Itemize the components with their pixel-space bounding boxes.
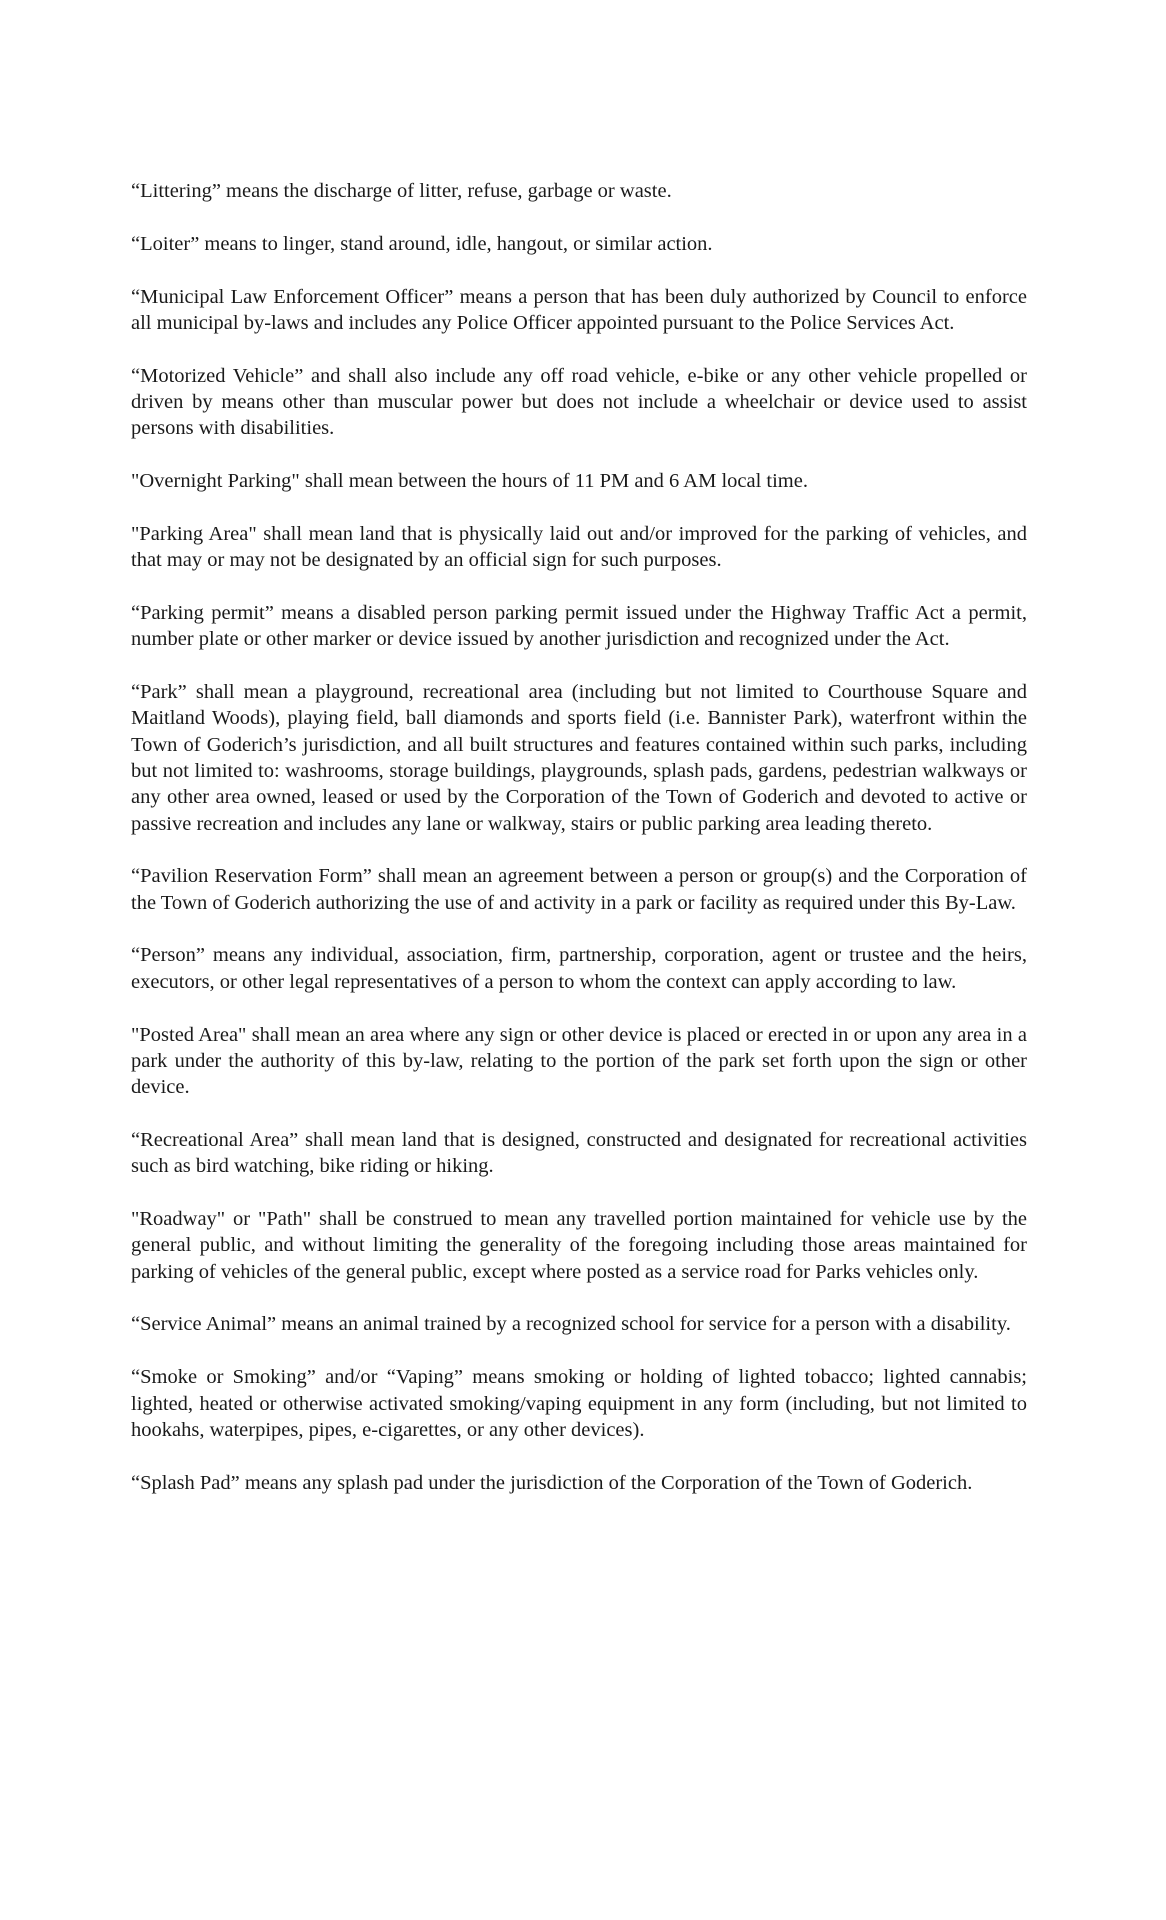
definition-pavilion-reservation-form: “Pavilion Reservation Form” shall mean an agreement between a person or group(s) and the Corporation of the Town of Goderich authorizing the use of and activity in a park or facility as required under this By-Law.	[131, 865, 1027, 914]
definition-splash-pad: “Splash Pad” means any splash pad under the jurisdiction of the Corporation of the Town of Goderich.	[131, 1471, 973, 1494]
definition-service-animal: “Service Animal” means an animal trained by a recognized school for service for a person with a disability.	[131, 1313, 1011, 1336]
definition-littering: “Littering” means the discharge of litter, refuse, garbage or waste.	[131, 180, 672, 202]
definition-person: “Person” means any individual, association, firm, partnership, corporation, agent or trustee and the heirs, executors, or other legal representatives of a person to whom the context can apply according to law.	[131, 944, 1027, 993]
definition-motorized-vehicle: “Motorized Vehicle” and shall also include any off road vehicle, e-bike or any other vehicle propelled or driven by means other than muscular power but does not include a wheelchair or device used to assist persons with disabilities.	[131, 364, 1027, 440]
definition-smoking-vaping: “Smoke or Smoking” and/or “Vaping” means smoking or holding of lighted tobacco; lighted cannabis; lighted, heated or otherwise activated smoking/vaping equipment in any form (including, but not limited to hookahs, waterpipes, pipes, e-cigarettes, or any other devices).	[131, 1366, 1027, 1441]
definition-parking-permit: “Parking permit” means a disabled person parking permit issued under the Highway Traffic Act a permit, number plate or other marker or device issued by another jurisdiction and recognized under the Act.	[131, 601, 1027, 651]
definition-loiter: “Loiter” means to linger, stand around, idle, hangout, or similar action.	[131, 232, 713, 255]
definition-recreational-area: “Recreational Area” shall mean land that is designed, constructed and designated for recreational activities such as bird watching, bike riding or hiking.	[131, 1128, 1027, 1178]
definition-park: “Park” shall mean a playground, recreational area (including but not limited to Courthouse Square and Maitland Woods), playing field, ball diamonds and sports field (i.e. Bannister Park), waterfront within the Town of Goderich’s jurisdiction, and all built structures and features contained within such parks, including but not limited to: washrooms, storage buildings, playgrounds, splash pads, gardens, pedestrian walkways or any other area owned, leased or used by the Corporation of the Town of Goderich and devoted to active or passive recreation and includes any lane or walkway, stairs or public parking area leading thereto.	[131, 681, 1027, 835]
definition-parking-area: "Parking Area" shall mean land that is physically laid out and/or improved for the parking of vehicles, and that may or may not be designated by an official sign for such purposes.	[131, 522, 1027, 572]
definition-municipal-law-enforcement-officer: “Municipal Law Enforcement Officer” means a person that has been duly authorized by Council to enforce all municipal by-laws and includes any Police Officer appointed pursuant to the Police Services Act.	[131, 285, 1027, 334]
definition-roadway-path: "Roadway" or "Path" shall be construed to mean any travelled portion maintained for vehicle use by the general public, and without limiting the generality of the foregoing including those areas maintained for parking of vehicles of the general public, except where posted as a service road for Parks vehicles only.	[131, 1208, 1027, 1283]
definition-posted-area: "Posted Area" shall mean an area where any sign or other device is placed or erected in or upon any area in a park under the authority of this by-law, relating to the portion of the park set forth upon the sign or other device.	[131, 1023, 1027, 1099]
definition-overnight-parking: "Overnight Parking" shall mean between the hours of 11 PM and 6 AM local time.	[131, 470, 808, 493]
definitions-list	[131, 178, 1027, 1496]
